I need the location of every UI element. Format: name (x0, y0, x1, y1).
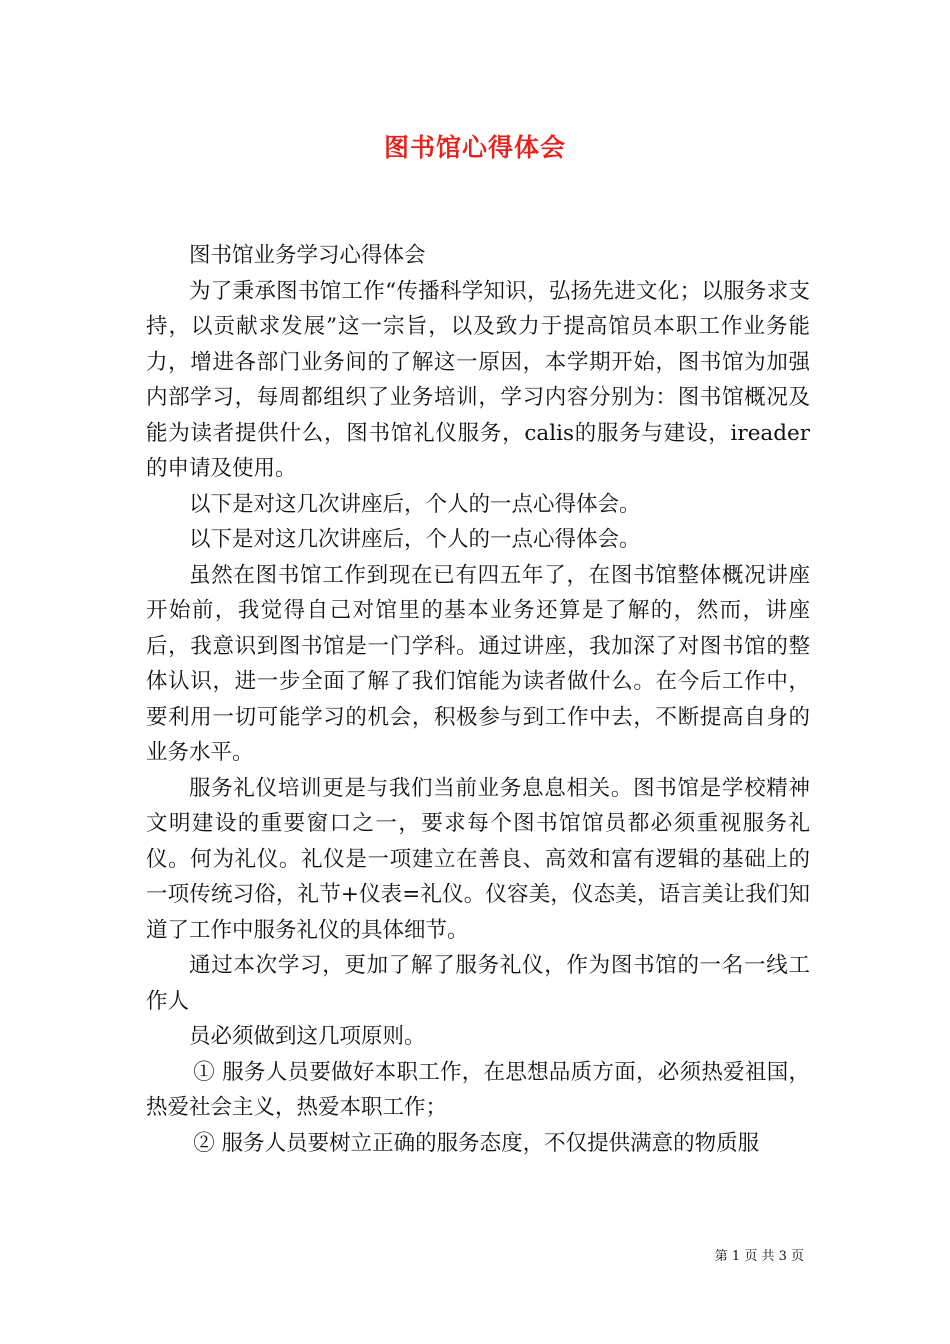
document-title: 图书馆心得体会 (383, 133, 566, 162)
paragraph: 为了秉承图书馆工作“传播科学知识，弘扬先进文化；以服务求支持，以贡献求发展”这一宗旨，以及致力于提高馆员本职工作业务能力，增进各部门业务间的了解这一原因，本学期开始，图书馆为加强内部学习，每周都组织了业务培训，学习内容分别为：图书馆概况及能为读者提供什么，图书馆礼仪服务，calis的服务与建设，ireader的申请及使用。 (146, 278, 810, 481)
page-number: 第 1 页 共 3 页 (714, 1249, 804, 1264)
paragraph: 通过本次学习，更加了解了服务礼仪，作为图书馆的一名一线工作人 (146, 953, 810, 1014)
paragraph: 服务礼仪培训更是与我们当前业务息息相关。图书馆是学校精神文明建设的重要窗口之一，要求每个图书馆馆员都必须重视服务礼仪。何为礼仪。礼仪是一项建立在善良、高效和富有逻辑的基础上的一项传统习俗，礼节+仪表=礼仪。仪容美，仪态美，语言美让我们知道了工作中服务礼仪的具体细节。 (146, 775, 810, 943)
document-body (146, 238, 810, 1161)
document-subtitle: 图书馆业务学习心得体会 (189, 243, 426, 268)
list-item: ② 服务人员要树立正确的服务态度，不仅提供满意的物质服 (193, 1130, 760, 1156)
list-item: ① 服务人员要做好本职工作，在思想品质方面，必须热爱祖国，热爱社会主义，热爱本职工作； (146, 1059, 810, 1120)
paragraph: 以下是对这几次讲座后，个人的一点心得体会。 (189, 491, 641, 517)
paragraph: 虽然在图书馆工作到现在已有四五年了，在图书馆整体概况讲座开始前，我觉得自己对馆里的基本业务还算是了解的，然而，讲座后，我意识到图书馆是一门学科。通过讲座，我加深了对图书馆的整体认识，进一步全面了解了我们馆能为读者做什么。在今后工作中，要利用一切可能学习的机会，积极参与到工作中去，不断提高自身的业务水平。 (146, 562, 810, 765)
paragraph: 以下是对这几次讲座后，个人的一点心得体会。 (189, 527, 641, 552)
paragraph: 员必须做到这几项原则。 (189, 1024, 426, 1049)
